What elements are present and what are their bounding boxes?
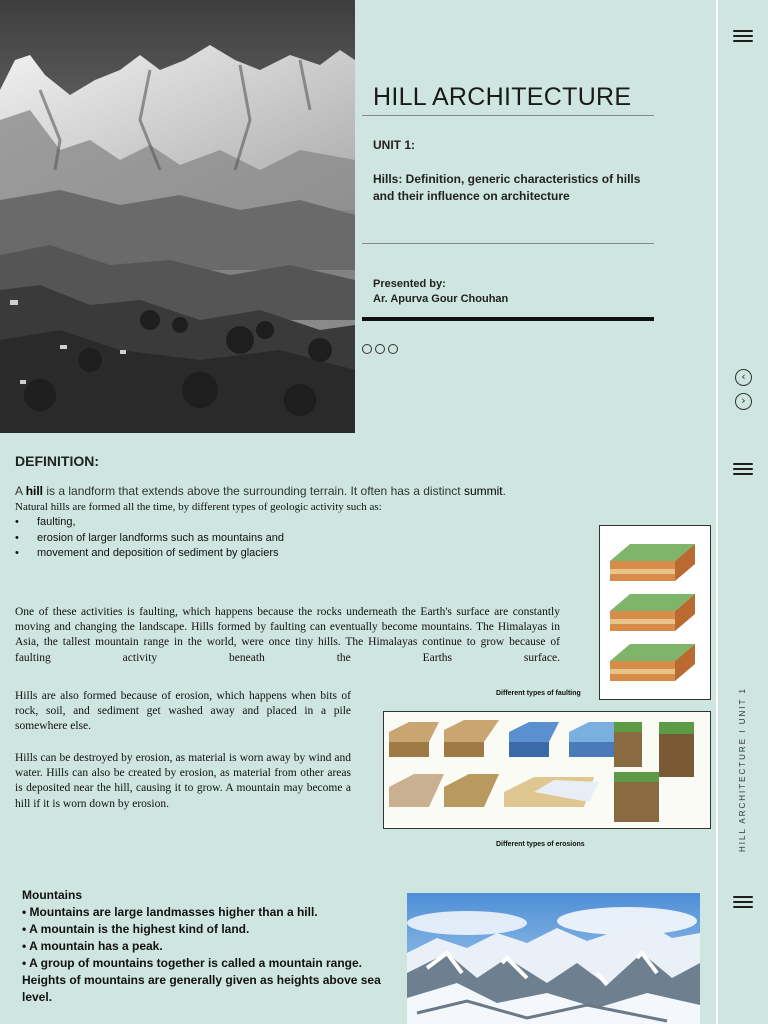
hamburger-menu-icon[interactable] bbox=[733, 461, 755, 477]
mountains-heading: Mountains bbox=[22, 888, 82, 902]
paragraph-faulting: One of these activities is faulting, which happens because the rocks underneath the Earth's surface are constantly moving and changing the landscape. Hills formed by faulting can eventually become mountains. The Himalayas in Asia, the tallest mountain range in the world, were once tiny hills. The Himalayas continue to grow because of faulting activity beneath the Earths surface. bbox=[15, 606, 560, 664]
thick-divider bbox=[362, 317, 654, 321]
next-page-button[interactable]: › bbox=[735, 393, 752, 410]
list-item: • faulting, bbox=[15, 516, 76, 528]
page-dot-2[interactable] bbox=[375, 344, 385, 354]
presented-by-label: Presented by: bbox=[373, 278, 446, 290]
page-subtitle: Hills: Definition, generic characteristics of hills and their influence on architecture bbox=[373, 172, 641, 203]
list-item: • A mountain is the highest kind of land. bbox=[22, 922, 250, 936]
divider bbox=[362, 243, 654, 244]
figure-caption: Different types of faulting bbox=[496, 690, 581, 697]
prev-page-button[interactable]: ‹ bbox=[735, 369, 752, 386]
page-dot-1[interactable] bbox=[362, 344, 372, 354]
mountains-list bbox=[22, 887, 392, 1006]
list-item-text: erosion of larger landforms such as mountains and bbox=[37, 531, 285, 544]
summit-term: summit bbox=[463, 484, 503, 498]
list-item: • A mountain has a peak. bbox=[22, 939, 163, 953]
list-item: • Mountains are large landmasses higher than a hill. bbox=[22, 905, 318, 919]
unit-label: UNIT 1: bbox=[373, 138, 415, 152]
list-item-text: faulting, bbox=[37, 516, 76, 528]
text: A bbox=[15, 484, 26, 498]
text: is a landform that extends above the surrounding terrain. It often has a distinct bbox=[43, 484, 464, 498]
definition-sentence bbox=[15, 484, 506, 498]
bullet-list bbox=[15, 516, 284, 563]
list-item: • movement and deposition of sediment by glaciers bbox=[15, 547, 279, 559]
vertical-doc-label: HILL ARCHITECTURE I UNIT 1 bbox=[738, 687, 747, 852]
figure-caption: Different types of erosions bbox=[496, 841, 585, 848]
list-item: • A group of mountains together is called a mountain range. bbox=[22, 956, 363, 970]
divider bbox=[362, 115, 654, 116]
faulting-diagram bbox=[599, 525, 711, 700]
snowy-mountains-photo bbox=[407, 893, 700, 1024]
right-sidebar bbox=[716, 0, 768, 1024]
hamburger-menu-icon[interactable] bbox=[733, 28, 755, 44]
hill-term: hill bbox=[25, 484, 44, 498]
author-name: Ar. Apurva Gour Chouhan bbox=[373, 293, 509, 305]
pagination-dots bbox=[362, 341, 401, 359]
section-heading: DEFINITION: bbox=[15, 453, 99, 469]
hero-mountain-photo bbox=[0, 0, 355, 433]
list-item: • erosion of larger landforms such as mountains and bbox=[15, 531, 285, 544]
text: . bbox=[502, 484, 506, 498]
paragraph-erosion: Hills are also formed because of erosion, which happens when bits of rock, soil, and sediment get washed away and placed in a pile somewhere else. bbox=[15, 690, 351, 733]
page-title: HILL ARCHITECTURE bbox=[373, 83, 632, 111]
intro-line: Natural hills are formed all the time, by different types of geologic activity such as: bbox=[15, 501, 382, 513]
hamburger-menu-icon[interactable] bbox=[733, 894, 755, 910]
page-dot-3[interactable] bbox=[388, 344, 398, 354]
paragraph-erosion-effects: Hills can be destroyed by erosion, as material is worn away by wind and water. Hills can also be created by erosion, as material from other areas is deposited near the hill, causing it to grow. A mountain may become a hill if it is worn down by erosion. bbox=[15, 752, 351, 810]
erosion-diagram bbox=[383, 711, 711, 829]
heights-note: Heights of mountains are generally given as heights above sea level. bbox=[22, 973, 381, 1004]
presenter-block bbox=[373, 277, 508, 307]
list-item-text: movement and deposition of sediment by glaciers bbox=[37, 547, 279, 559]
